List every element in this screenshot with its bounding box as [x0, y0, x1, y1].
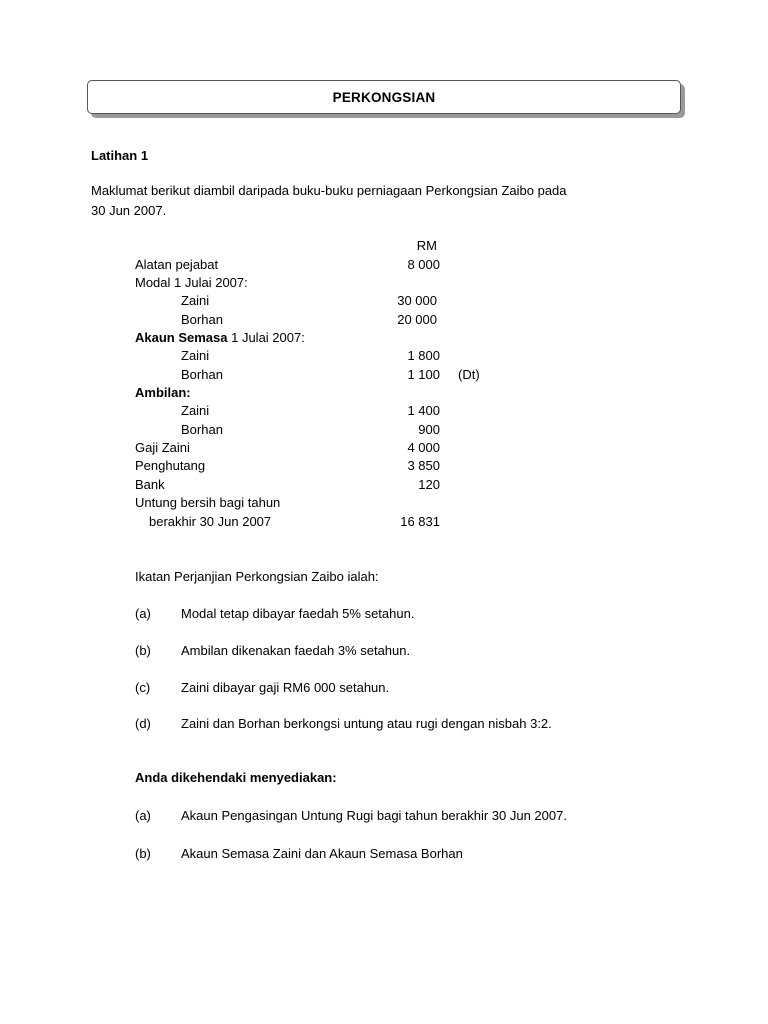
item-label: Zaini [181, 293, 210, 308]
task-key: (b) [135, 846, 151, 861]
item-value: 3 850 [407, 458, 440, 473]
item-label: Borhan [181, 367, 223, 382]
item-label: Zaini [181, 348, 210, 363]
modal-heading: Modal 1 Julai 2007: [135, 275, 248, 290]
item-label: Penghutang [135, 458, 206, 473]
task-text: Akaun Pengasingan Untung Rugi bagi tahun berakhir 30 Jun 2007. [181, 808, 567, 823]
clause-key: (b) [135, 643, 151, 658]
ambilan-heading: Ambilan: [135, 385, 191, 400]
item-value: 120 [418, 477, 440, 492]
intro-line-2: 30 Jun 2007. [91, 203, 167, 218]
semasa-heading-bold: Akaun Semasa [135, 330, 228, 345]
clause-text: Zaini dibayar gaji RM6 000 setahun. [181, 680, 390, 695]
clause-text: Ambilan dikenakan faedah 3% setahun. [181, 643, 411, 658]
clause-text: Modal tetap dibayar faedah 5% setahun. [181, 606, 415, 621]
untung-line-1: Untung bersih bagi tahun [135, 495, 281, 510]
item-value: 8 000 [407, 257, 440, 272]
debit-note: (Dt) [458, 367, 480, 382]
task-key: (a) [135, 808, 151, 823]
item-value: 16 831 [400, 514, 440, 529]
item-value: 20 000 [397, 312, 437, 327]
clause-key: (c) [135, 680, 151, 695]
semasa-heading [135, 329, 305, 347]
task-text: Akaun Semasa Zaini dan Akaun Semasa Borhan [181, 846, 463, 861]
item-label: Bank [135, 477, 165, 492]
item-label: Borhan [181, 422, 223, 437]
item-value: 900 [418, 422, 440, 437]
item-value: 1 800 [407, 348, 440, 363]
item-label: Gaji Zaini [135, 440, 190, 455]
clause-key: (a) [135, 606, 151, 621]
intro-line-1: Maklumat berikut diambil daripada buku-buku perniagaan Perkongsian Zaibo pada [91, 183, 567, 198]
item-value: 30 000 [397, 293, 437, 308]
agreement-heading: Ikatan Perjanjian Perkongsian Zaibo ialah: [135, 569, 379, 584]
item-value: 4 000 [407, 440, 440, 455]
exercise-heading: Latihan 1 [91, 148, 149, 163]
page-title: PERKONGSIAN [332, 89, 436, 105]
item-label: Alatan pejabat [135, 257, 219, 272]
clause-key: (d) [135, 716, 151, 731]
item-value: 1 100 [407, 367, 440, 382]
item-label: Borhan [181, 312, 223, 327]
item-value: 1 400 [407, 403, 440, 418]
clause-text: Zaini dan Borhan berkongsi untung atau rugi dengan nisbah 3:2. [181, 716, 552, 731]
item-label: berakhir 30 Jun 2007 [149, 514, 272, 529]
required-heading: Anda dikehendaki menyediakan: [135, 770, 337, 785]
title-box [87, 80, 681, 114]
currency-header: RM [416, 238, 437, 253]
item-label: Zaini [181, 403, 210, 418]
semasa-heading-rest: 1 Julai 2007: [227, 330, 305, 345]
